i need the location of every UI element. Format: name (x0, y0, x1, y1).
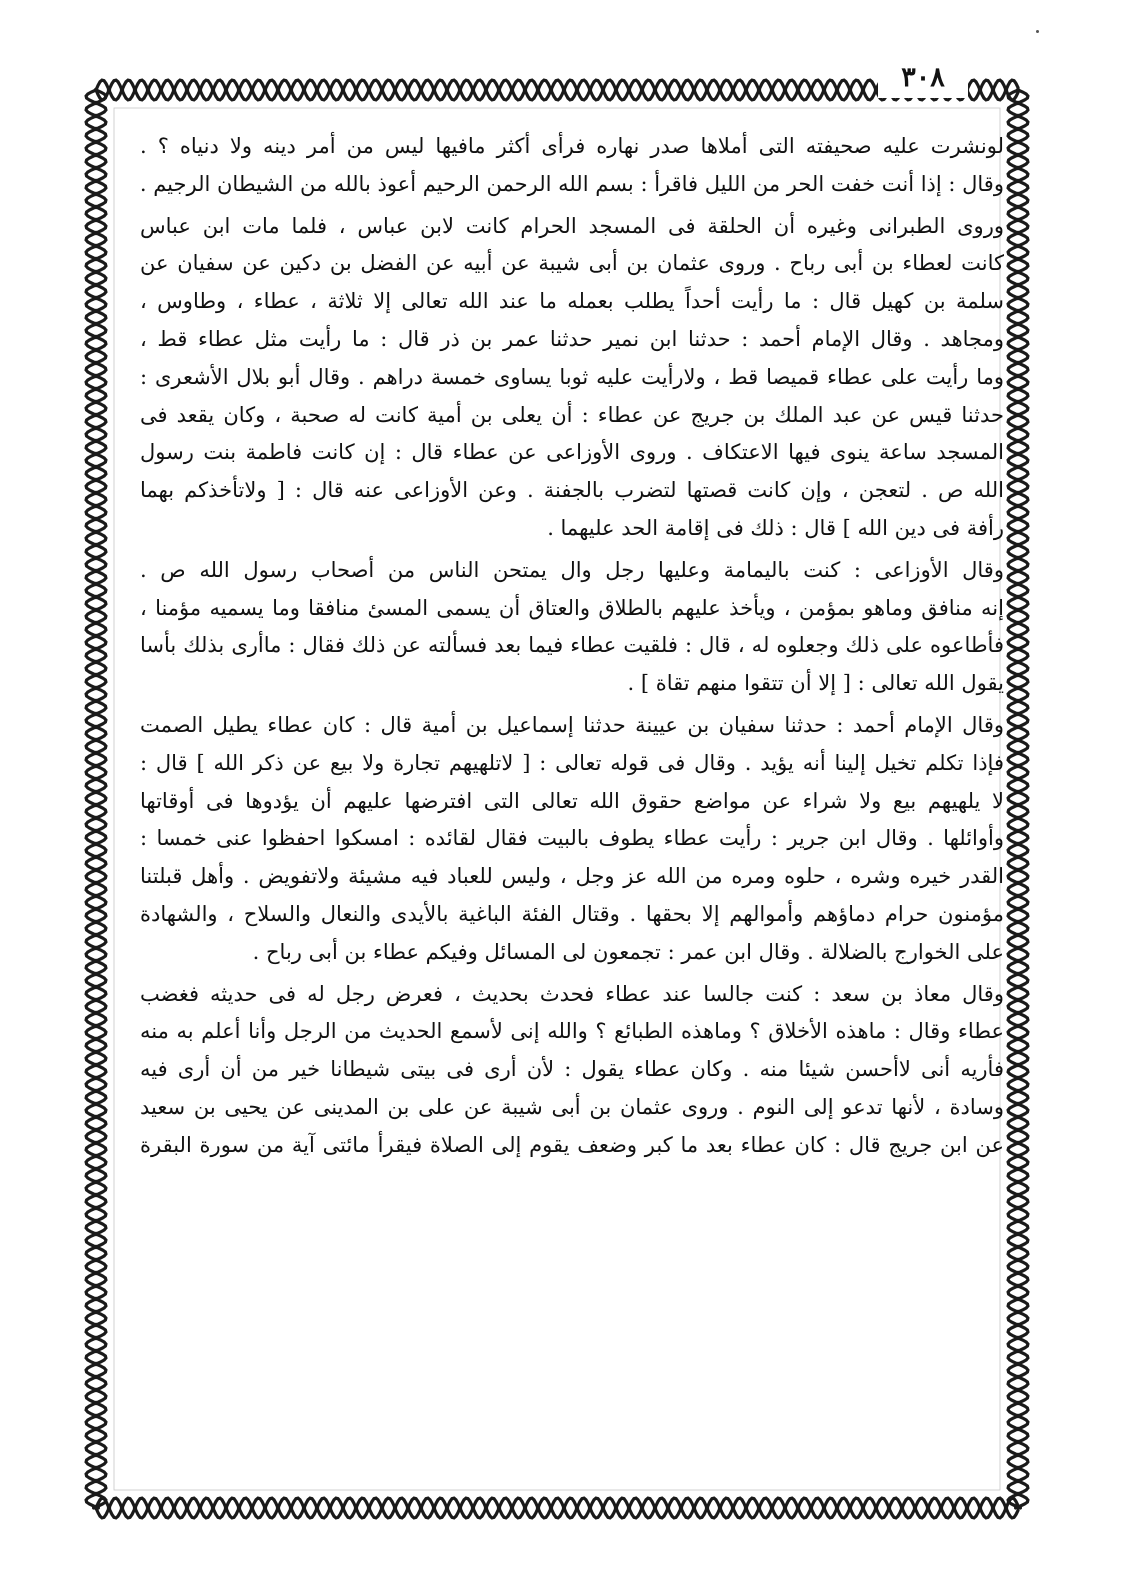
text-line: المسجد ساعة ينوى فيها الاعتكاف . وروى الأوزاعى عن عطاء قال : إن كانت فاطمة بنت رسول (140, 440, 1004, 465)
body-text (140, 128, 1004, 1478)
text-line: وما رأيت على عطاء قميصا قط ، ولارأيت عليه ثوبا يساوى خمسة دراهم . وقال أبو بلال الأشعرى : (140, 364, 1004, 389)
text-line: وروى الطبرانى وغيره أن الحلقة فى المسجد الحرام كانت لابن عباس ، فلما مات ابن عباس (140, 213, 1004, 238)
paragraph (140, 128, 1004, 204)
text-line: حدثنا قيس عن عبد الملك بن جريج عن عطاء : أن يعلى بن أمية كانت له صحبة ، وكان يقعد فى (140, 402, 1004, 427)
text-line: وأوائلها . وقال ابن جرير : رأيت عطاء يطوف بالبيت فقال لقائده : امسكوا احفظوا عنى خمسا : (140, 826, 1004, 851)
text-line: وسادة ، لأنها تدعو إلى النوم . وروى عثمان بن أبى شيبة عن على بن المدينى عن يحيى بن سعيد (140, 1094, 1004, 1119)
text-line: الله ص . لتعجن ، وإن كانت قصتها لتضرب بالجفنة . وعن الأوزاعى عنه قال : [ ولاتأخذكم بهما (140, 478, 1004, 503)
paragraph (140, 208, 1004, 548)
text-line: فأريه أنى لاأحسن شيئا منه . وكان عطاء يقول : لأن أرى فى بيتى شيطانا خير من أن أرى فيه (140, 1057, 1004, 1082)
text-line: عن ابن جريج قال : كان عطاء بعد ما كبر وضعف يقوم إلى الصلاة فيقرأ مائتى آية من سورة البقرة (140, 1132, 1004, 1157)
text-line: على الخوارج بالضلالة . وقال ابن عمر : تجمعون لى المسائل وفيكم عطاء بن أبى رباح . (252, 939, 1004, 964)
text-line: فأطاعوه على ذلك وجعلوه له ، قال : فلقيت عطاء فيما بعد فسألته عن ذلك فقال : ماأرى بذلك بأسا (140, 633, 1004, 658)
text-line: عطاء وقال : ماهذه الأخلاق ؟ وماهذه الطبائع ؟ والله إنى لأسمع الحديث من الرجل وأنا أعلم به منه (140, 1019, 1004, 1044)
text-line: القدر خيره وشره ، حلوه ومره من الله عز وجل ، وليس للعباد فيه مشيئة ولاتفويض . وأهل قبلتنا (140, 864, 1004, 889)
text-line: إنه منافق وماهو بمؤمن ، ويأخذ عليهم بالطلاق والعتاق أن يسمى المسئ منافقا وما يسميه مؤمنا ، (140, 595, 1004, 620)
text-line: ومجاهد . وقال الإمام أحمد : حدثنا ابن نمير حدثنا عمر بن ذر قال : ما رأيت مثل عطاء قط ، (140, 326, 1004, 351)
text-line: وقال الأوزاعى : كنت باليمامة وعليها رجل وال يمتحن الناس من أصحاب رسول الله ص . (140, 557, 1004, 582)
paragraph (140, 976, 1004, 1165)
text-line: سلمة بن كهيل قال : ما رأيت أحداً يطلب بعمله ما عند الله تعالى إلا ثلاثة ، عطاء ، وطاوس ، (140, 289, 1004, 314)
text-line: لونشرت عليه صحيفته التى أملاها صدر نهاره فرأى أكثر مافيها ليس من أمر دينه ولا دنياه ؟ . (140, 134, 1004, 158)
scan-speck (1036, 30, 1039, 33)
text-line: وقال : إذا أنت خفت الحر من الليل فاقرأ : بسم الله الرحمن الرحيم أعوذ بالله من الشيطان الرجيم . (140, 171, 1004, 196)
paragraph (140, 552, 1004, 703)
text-line: مؤمنون حرام دماؤهم وأموالهم إلا بحقها . وقتال الفئة الباغية بالأيدى والنعال والسلاح ، والشهادة (140, 901, 1004, 926)
text-line: فإذا تكلم تخيل إلينا أنه يؤيد . وقال فى قوله تعالى : [ لاتلهيهم تجارة ولا بيع عن ذكر الله ] قال : (140, 750, 1004, 775)
text-line: يقول الله تعالى : [ إلا أن تتقوا منهم تقاة ] . (627, 671, 1004, 696)
text-line: رأفة فى دين الله ] قال : ذلك فى إقامة الحد عليهما . (547, 515, 1004, 540)
page-number: ٣٠٨ (878, 58, 968, 98)
text-line: وقال الإمام أحمد : حدثنا سفيان بن عيينة حدثنا إسماعيل بن أمية قال : كان عطاء يطيل الصمت (140, 712, 1004, 737)
text-line: وقال معاذ بن سعد : كنت جالسا عند عطاء فحدث بحديث ، فعرض رجل له فى حديثه فغضب (140, 981, 1004, 1006)
paragraph (140, 707, 1004, 972)
text-line: كانت لعطاء بن أبى رباح . وروى عثمان بن أبى شيبة عن أبيه عن الفضل بن دكين عن سفيان عن (140, 251, 1004, 276)
text-line: لا يلهيهم بيع ولا شراء عن مواضع حقوق الله تعالى التى افترضها عليهم أن يؤدوها فى أوقاتها (140, 788, 1004, 813)
